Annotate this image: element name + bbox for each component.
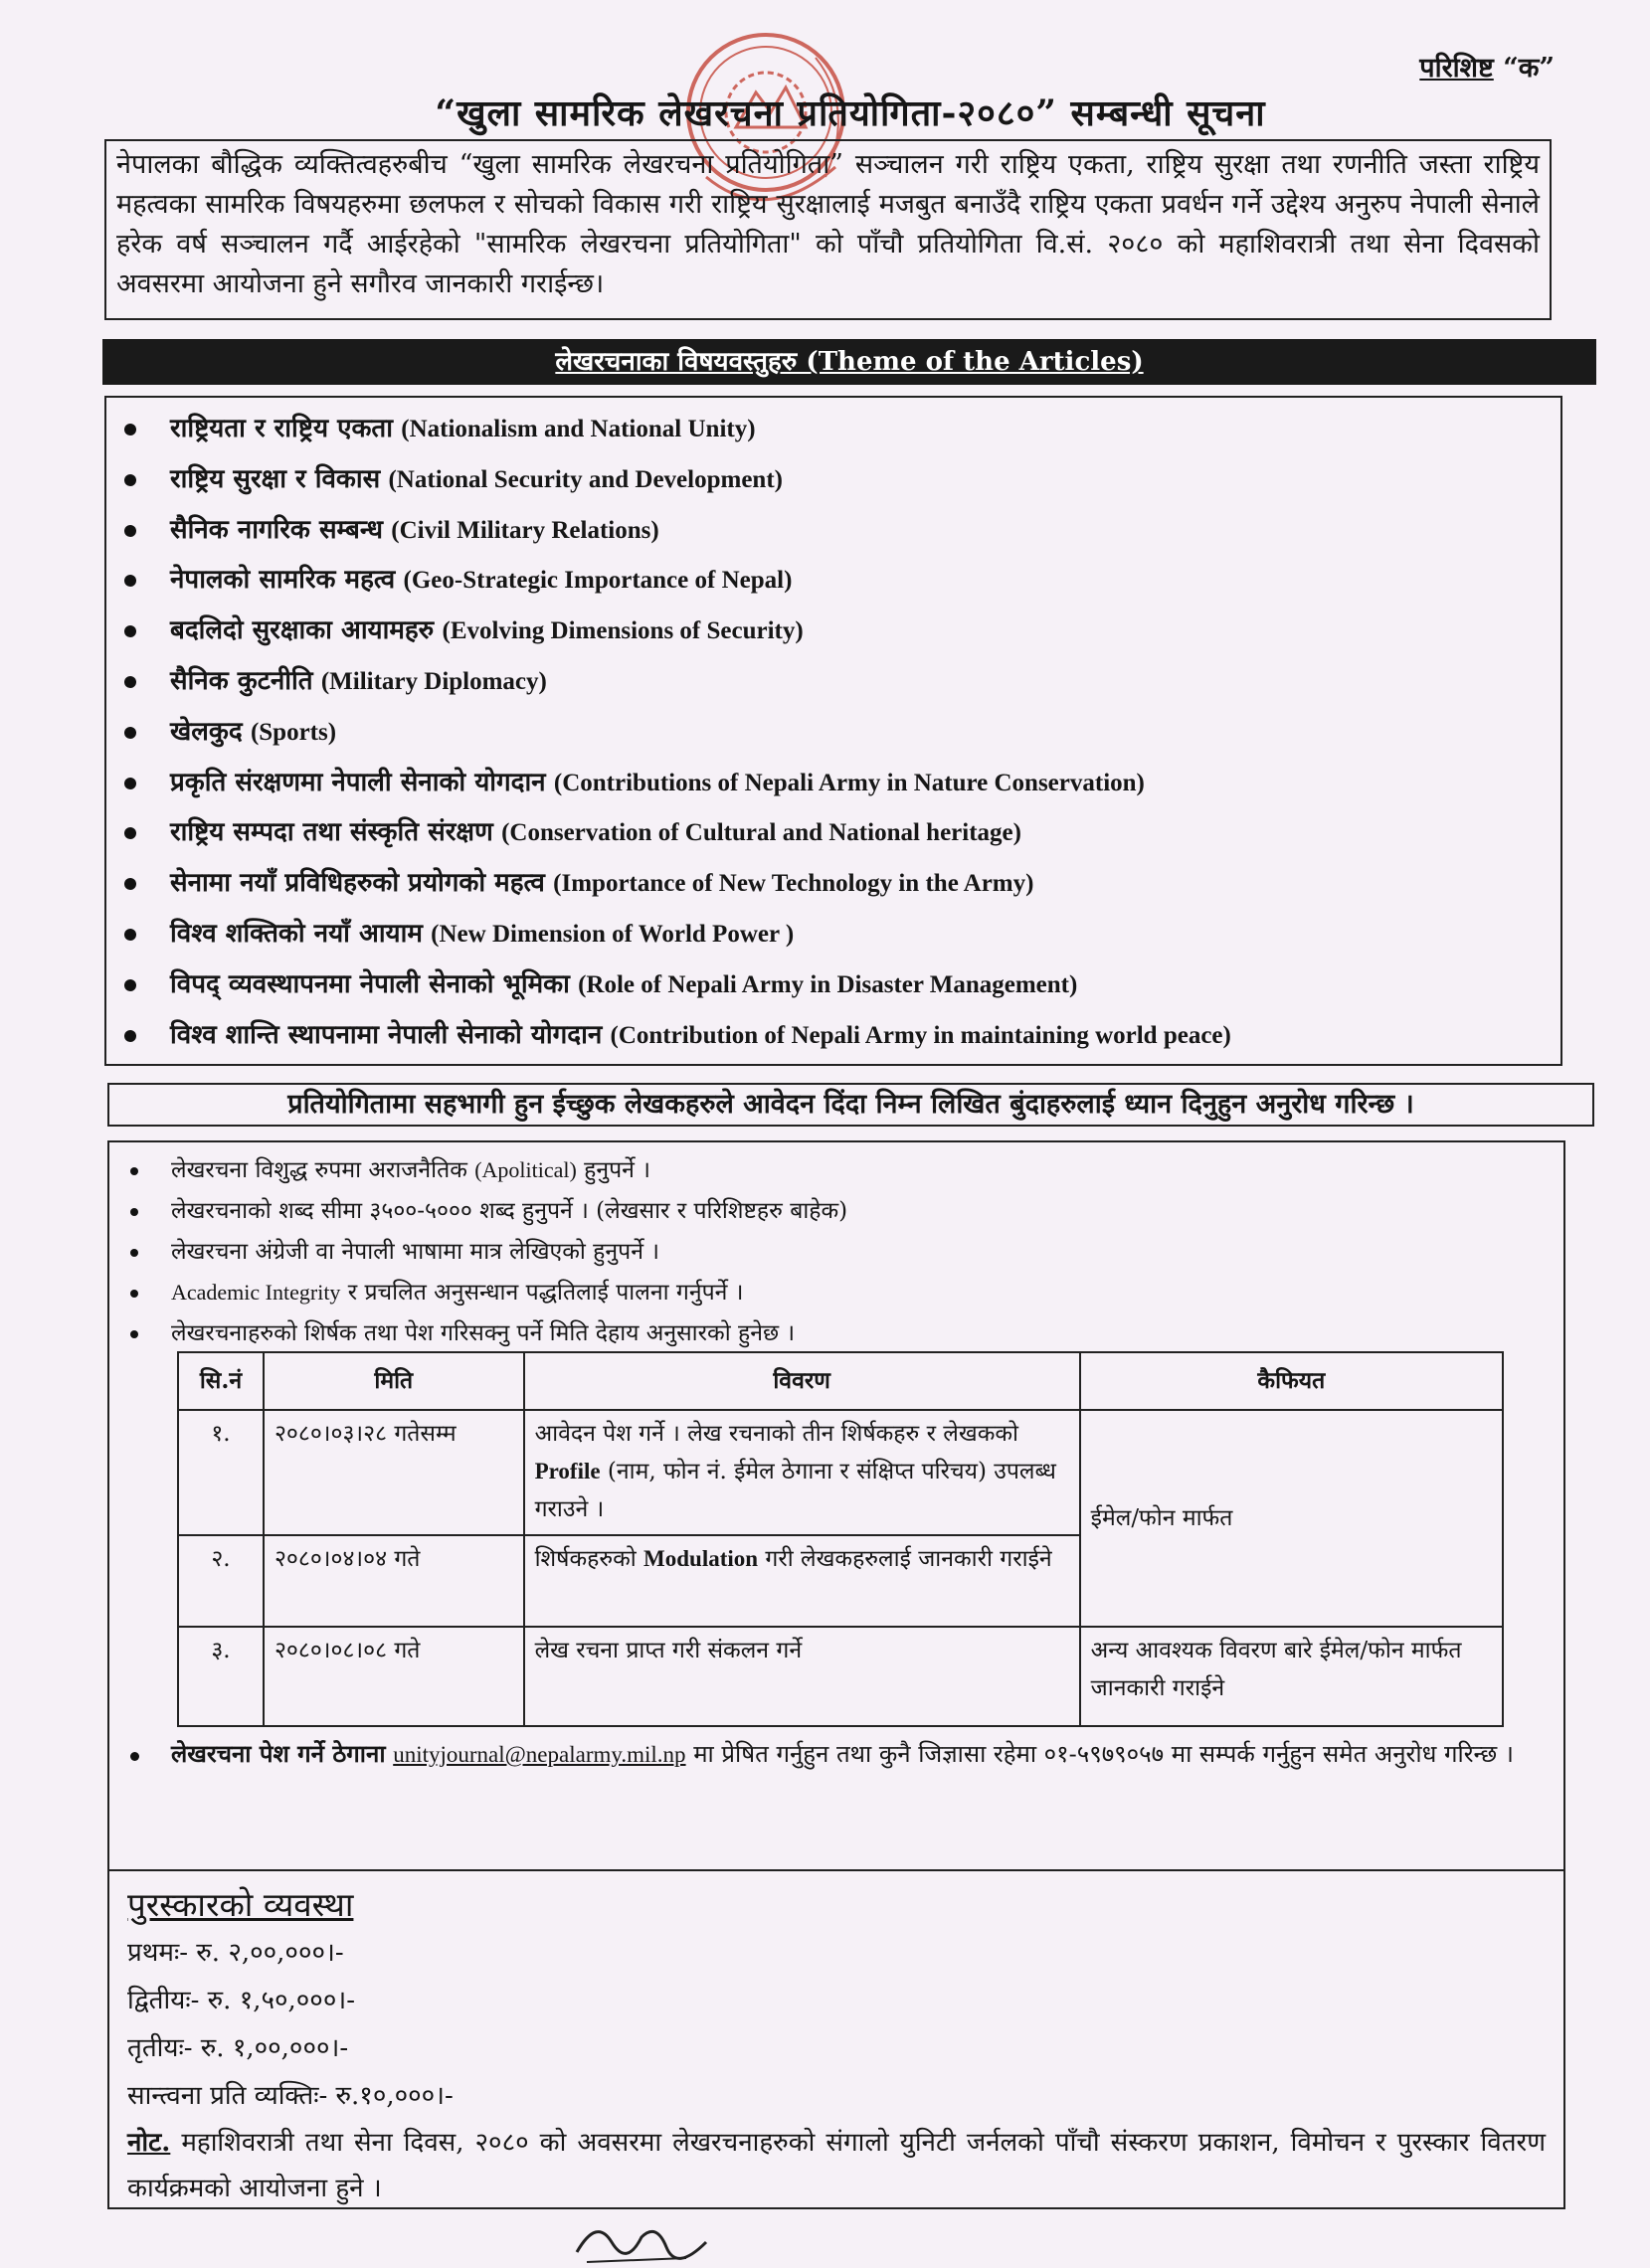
themes-box xyxy=(104,396,1562,1066)
schedule-table xyxy=(177,1351,1504,1727)
column-header: मिति xyxy=(264,1352,524,1410)
email-link[interactable]: unityjournal@nepalarmy.mil.np xyxy=(393,1742,686,1767)
annex-label: परिशिष्ट “क” xyxy=(1419,53,1555,84)
list-item: बदलिदो सुरक्षाका आयामहरु (Evolving Dimensions of Security) xyxy=(106,606,1560,656)
date-cell: २०८०।०४।०४ गते xyxy=(264,1535,524,1627)
table-row xyxy=(178,1410,1503,1535)
remarks-cell: ईमेल/फोन मार्फत xyxy=(1080,1410,1503,1627)
list-item: राष्ट्रियता र राष्ट्रिय एकता (Nationalism and National Unity) xyxy=(106,404,1560,454)
guideline-item: Academic Integrity र प्रचलित अनुसन्धान पद्धतिलाई पालना गर्नुपर्ने । xyxy=(109,1273,1563,1313)
list-item: सैनिक नागरिक सम्बन्ध (Civil Military Relations) xyxy=(106,505,1560,556)
themes-heading: लेखरचनाका विषयवस्तुहरु (Theme of the Articles) xyxy=(102,339,1596,385)
list-item: नेपालको सामरिक महत्व (Geo-Strategic Importance of Nepal) xyxy=(106,555,1560,606)
list-item: प्रकृति संरक्षणमा नेपाली सेनाको योगदान (Contributions of Nepali Army in Nature Conservation) xyxy=(106,758,1560,808)
request-line: प्रतियोगितामा सहभागी हुन ईच्छुक लेखकहरुले आवेदन दिंदा निम्न लिखित बुंदाहरुलाई ध्यान दिनुहुन अनुरोध गरिन्छ । xyxy=(107,1083,1594,1127)
signature-icon xyxy=(567,2212,716,2268)
prize-first: प्रथमः- रु. २,००,०००।- xyxy=(127,1938,344,1968)
detail-cell: लेख रचना प्राप्त गरी संकलन गर्ने xyxy=(524,1627,1080,1726)
list-item: राष्ट्रिय सम्पदा तथा संस्कृति संरक्षण (Conservation of Cultural and National heritage) xyxy=(106,807,1560,858)
prize-second: द्वितीयः- रु. १,५०,०००।- xyxy=(127,1986,355,2015)
remarks-cell: अन्य आवश्यक विवरण बारे ईमेल/फोन मार्फत जानकारी गराईने xyxy=(1080,1627,1503,1726)
table-header-row xyxy=(178,1352,1503,1410)
date-cell: २०८०।०८।०८ गते xyxy=(264,1627,524,1726)
column-header: विवरण xyxy=(524,1352,1080,1410)
guideline-item: लेखरचनाको शब्द सीमा ३५००-५००० शब्द हुनुपर्ने । (लेखसार र परिशिष्टहरु बाहेक) xyxy=(109,1191,1563,1232)
guidelines-list xyxy=(109,1150,1563,1354)
column-header: कैफियत xyxy=(1080,1352,1503,1410)
list-item: विपद् व्यवस्थापनमा नेपाली सेनाको भूमिका (Role of Nepali Army in Disaster Management) xyxy=(106,960,1560,1010)
page-title: “खुला सामरिक लेखरचना प्रतियोगिता-२०८०” सम्बन्धी सूचना xyxy=(435,92,1266,134)
guideline-item: लेखरचना अंग्रेजी वा नेपाली भाषामा मात्र लेखिएको हुनुपर्ने । xyxy=(109,1232,1563,1273)
intro-paragraph: नेपालका बौद्धिक व्यक्तित्वहरुबीच “खुला सामरिक लेखरचना प्रतियोगिता” सञ्चालन गरी राष्ट्रिय एकता, राष्ट्रिय सुरक्षा तथा रणनीति जस्ता राष्ट्रिय महत्वका सामरिक विषयहरुमा छलफल र सोचको विकास गरी राष्ट्रिय सुरक्षालाई मजबुत बनाउँदै राष्ट्रिय एकता प्रवर्धन गर्ने उद्देश्य अनुरुप नेपाली सेनाले हरेक वर्ष सञ्चालन गर्दै आईरहेको "सामरिक लेखरचना प्रतियोगिता" को पाँचौ प्रतियोगिता वि.सं. २०८० को महाशिवरात्री तथा सेना दिवसको अवसरमा आयोजना हुने सगौरव जानकारी गराईन्छ। xyxy=(104,139,1552,320)
table-row xyxy=(178,1627,1503,1726)
prize-box xyxy=(107,1871,1565,2209)
prize-heading: पुरस्कारको व्यवस्था xyxy=(127,1885,354,1924)
list-item: सैनिक कुटनीति (Military Diplomacy) xyxy=(106,656,1560,707)
list-item: विश्व शक्तिको नयाँ आयाम (New Dimension of World Power ) xyxy=(106,909,1560,960)
submission-address: लेखरचना पेश गर्ने ठेगाना unityjournal@nepalarmy.mil.np मा प्रेषित गर्नुहुन तथा कुनै जिज्ञासा रहेमा ०१-५९७९०५७ मा सम्पर्क गर्नुहुन समेत अनुरोध गरिन्छ । xyxy=(109,1732,1593,1777)
guideline-item: लेखरचना विशुद्ध रुपमा अराजनैतिक (Apolitical) हुनुपर्ने । xyxy=(109,1150,1563,1191)
list-item: खेलकुद (Sports) xyxy=(106,707,1560,758)
list-item: सेनामा नयाँ प्रविधिहरुको प्रयोगको महत्व (Importance of New Technology in the Army) xyxy=(106,858,1560,909)
detail-cell: शिर्षकहरुको Modulation गरी लेखकहरुलाई जानकारी गराईने xyxy=(524,1535,1080,1627)
prize-third: तृतीयः- रु. १,००,०००।- xyxy=(127,2033,349,2063)
guidelines-box xyxy=(107,1140,1565,1871)
note-paragraph: नोट. महाशिवरात्री तथा सेना दिवस, २०८० को अवसरमा लेखरचनाहरुको संगालो युनिटी जर्नलको पाँचौ संस्करण प्रकाशन, विमोचन र पुरस्कार वितरण कार्यक्रमको आयोजना हुने । xyxy=(127,2128,1546,2203)
column-header: सि.नं xyxy=(178,1352,264,1410)
sn-cell: ३. xyxy=(178,1627,264,1726)
prize-consolation: सान्त्वना प्रति व्यक्तिः- रु.१०,०००।- xyxy=(127,2081,454,2111)
list-item: विश्व शान्ति स्थापनामा नेपाली सेनाको योगदान (Contribution of Nepali Army in maintaining world peace) xyxy=(106,1010,1560,1061)
sn-cell: २. xyxy=(178,1535,264,1627)
list-item: राष्ट्रिय सुरक्षा र विकास (National Security and Development) xyxy=(106,454,1560,505)
date-cell: २०८०।०३।२८ गतेसम्म xyxy=(264,1410,524,1535)
detail-cell: आवेदन पेश गर्ने । लेख रचनाको तीन शिर्षकहरु र लेखकको Profile (नाम, फोन नं. ईमेल ठेगाना र संक्षिप्त परिचय) उपलब्ध गराउने । xyxy=(524,1410,1080,1535)
themes-list xyxy=(106,404,1560,1060)
guideline-item: लेखरचनाहरुको शिर्षक तथा पेश गरिसक्नु पर्ने मिति देहाय अनुसारको हुनेछ । xyxy=(109,1313,1563,1354)
sn-cell: १. xyxy=(178,1410,264,1535)
